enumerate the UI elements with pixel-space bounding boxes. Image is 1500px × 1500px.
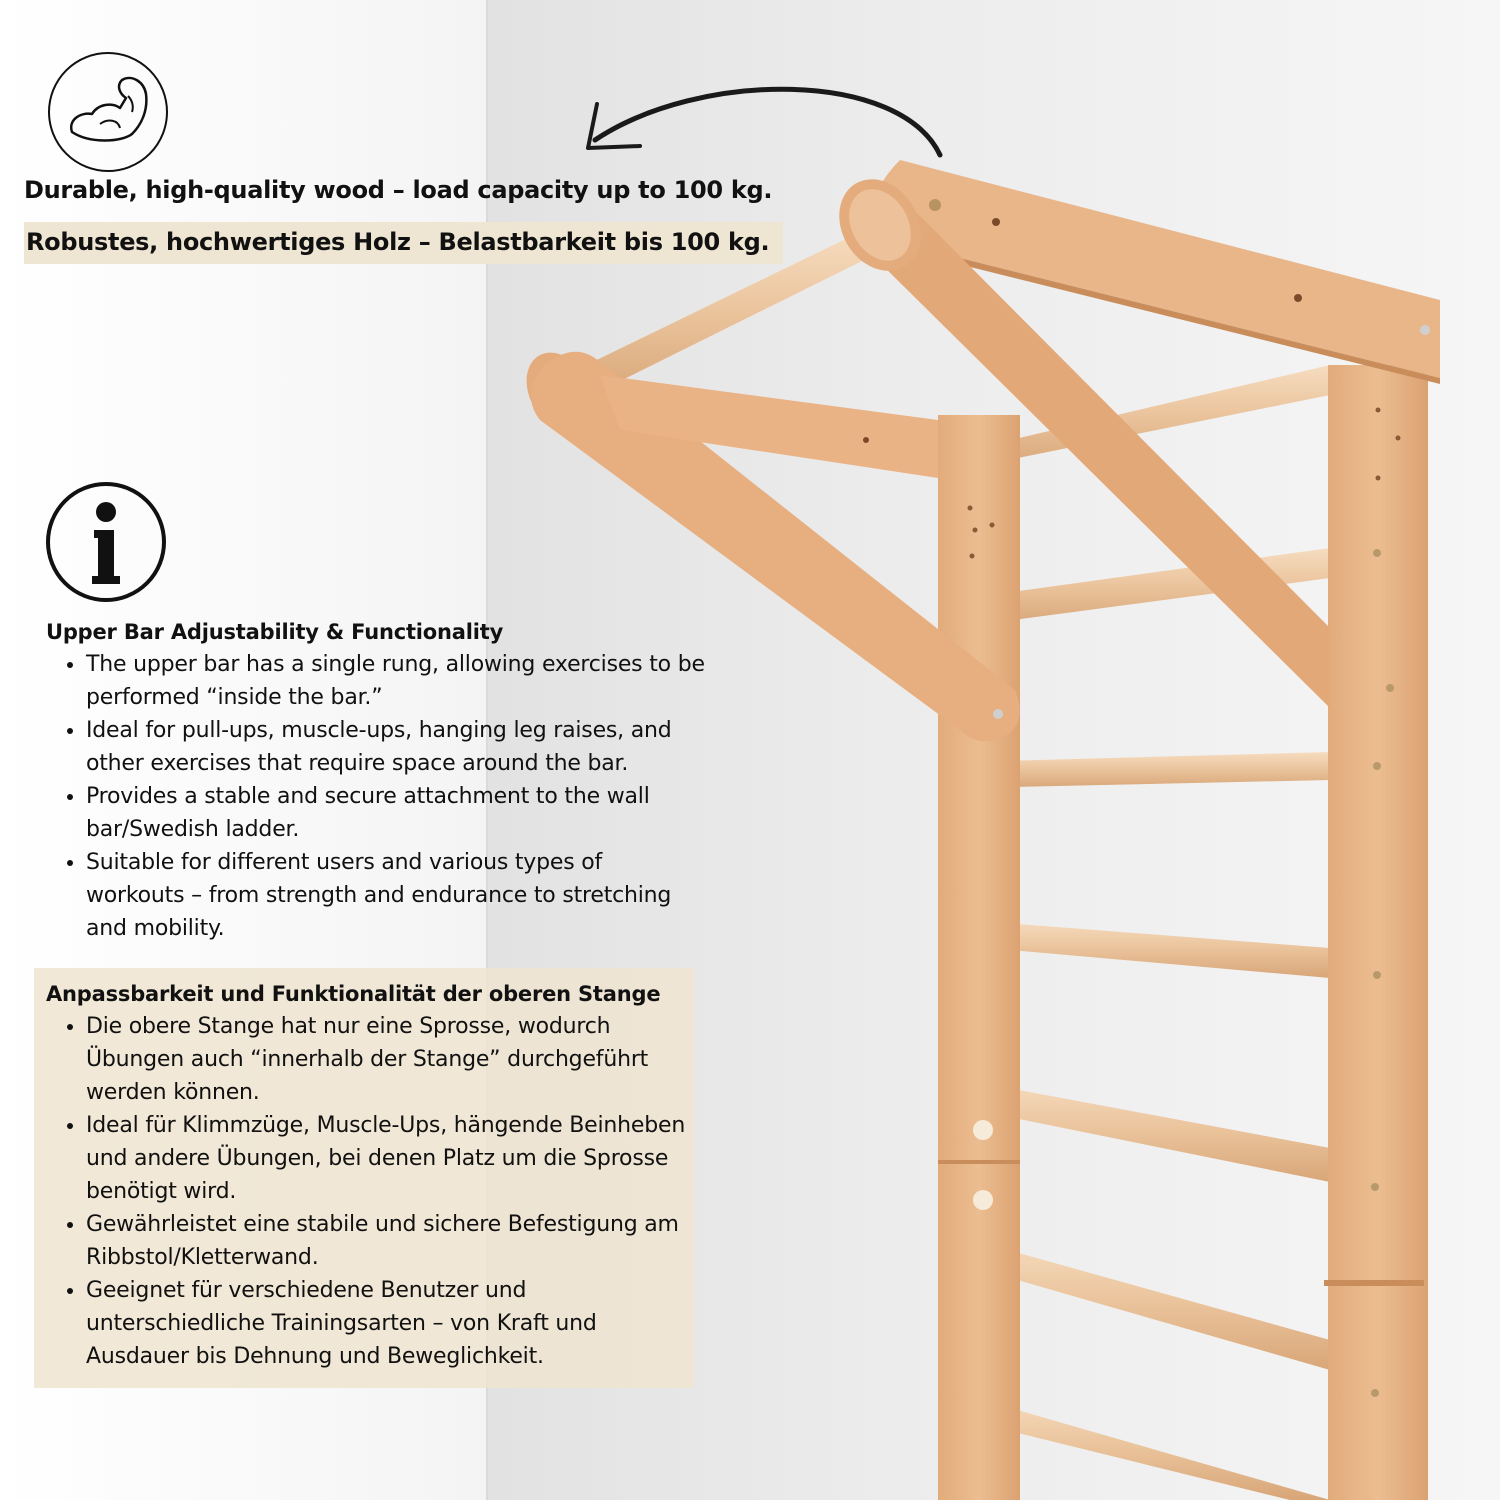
list-item: • The upper bar has a single rung, allowing exercises to be performed “inside the bar.” — [86, 648, 706, 714]
ladder-right-post — [1328, 365, 1428, 1500]
section-english — [46, 620, 706, 945]
section-german-title: Anpassbarkeit und Funktionalität der oberen Stange — [46, 982, 661, 1006]
section-english-list — [46, 648, 706, 945]
list-item: • Provides a stable and secure attachment to the wall bar/Swedish ladder. — [86, 780, 706, 846]
list-item: • Geeignet für verschiedene Benutzer und unterschiedliche Trainingsarten – von Kraft und Ausdauer bis Dehnung und Beweglichkeit. — [86, 1274, 706, 1373]
muscle-arm-icon — [48, 52, 168, 172]
info-icon — [46, 482, 166, 602]
section-english-title: Upper Bar Adjustability & Functionality — [46, 620, 504, 644]
list-item: • Die obere Stange hat nur eine Sprosse, wodurch Übungen auch “innerhalb der Stange” durchgeführt werden können. — [86, 1010, 706, 1109]
headline-en: Durable, high-quality wood – load capacity up to 100 kg. — [24, 176, 773, 204]
headline-de: Robustes, hochwertiges Holz – Belastbarkeit bis 100 kg. — [24, 222, 783, 264]
section-german — [46, 982, 706, 1373]
section-german-list — [46, 1010, 706, 1373]
list-item: • Ideal für Klimmzüge, Muscle-Ups, hängende Beinheben und andere Übungen, bei denen Platz um die Sprosse benötigt wird. — [86, 1109, 706, 1208]
list-item: • Gewährleistet eine stabile und sichere Befestigung am Ribbstol/Kletterwand. — [86, 1208, 706, 1274]
list-item: • Suitable for different users and various types of workouts – from strength and endurance to stretching and mobility. — [86, 846, 706, 945]
list-item: • Ideal for pull-ups, muscle-ups, hanging leg raises, and other exercises that require space around the bar. — [86, 714, 706, 780]
ladder-left-post — [938, 415, 1020, 1500]
